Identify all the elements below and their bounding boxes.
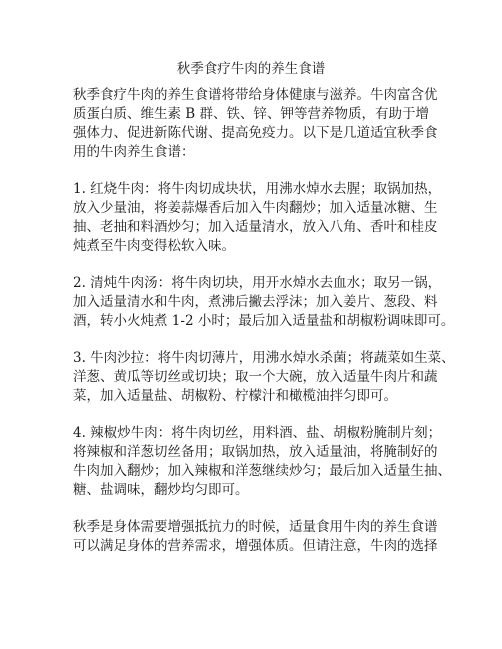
paragraph-line: 菜，加入适量盐、胡椒粉、柠檬汁和橄榄油拌匀即可。 [73,388,397,404]
paragraph-line: 3. 牛肉沙拉：将牛肉切薄片，用沸水焯水杀菌；将蔬菜如生菜、 [73,350,455,366]
paragraph-line: 质蛋白质、维生素 B 群、铁、锌、钾等营养物质，有助于增 [73,106,430,122]
paragraph-line: 炖煮至牛肉变得松软入味。 [73,238,235,254]
paragraph-line: 牛肉加入翻炒；加入辣椒和洋葱继续炒匀；最后加入适量生抽、 [73,463,451,479]
recipe-paragraph-2 [73,274,455,331]
recipe-paragraph-1 [73,180,445,256]
paragraph-line: 1. 红烧牛肉：将牛肉切成块状，用沸水焯水去腥；取锅加热， [73,181,442,197]
paragraph-line: 加入适量清水和牛肉，煮沸后撇去浮沫；加入姜片、葱段、料 [73,294,438,310]
paragraph-line: 用的牛肉养生食谱： [73,144,195,160]
document-body [73,86,455,574]
paragraph-line: 酒，转小火炖煮 1-2 小时；最后加入适量盐和胡椒粉调味即可。 [73,313,455,329]
recipe-paragraph-3 [73,349,455,406]
paragraph-line: 秋季是身体需要增强抵抗力的时候，适量食用牛肉的养生食谱 [73,519,438,535]
document-title: 秋季食疗牛肉的养生食谱 [176,61,326,77]
paragraph-line: 2. 清炖牛肉汤：将牛肉切块，用开水焯水去血水；取另一锅， [73,275,442,291]
paragraph-line: 4. 辣椒炒牛肉：将牛肉切丝，用料酒、盐、胡椒粉腌制片刻； [73,425,442,441]
paragraph-line: 糖、盐调味，翻炒均匀即可。 [73,482,249,498]
paragraph-line: 洋葱、黄瓜等切丝或切块；取一个大碗，放入适量牛肉片和蔬 [73,369,438,385]
recipe-paragraph-4 [73,424,451,500]
paragraph-line: 强体力、促进新陈代谢、提高免疫力。以下是几道适宜秋季食 [73,125,438,141]
closing-paragraph [73,518,445,556]
paragraph-line: 抽、老抽和料酒炒匀；加入适量清水，放入八角、香叶和桂皮 [73,219,438,235]
paragraph-line: 可以满足身体的营养需求，增强体质。但请注意，牛肉的选择 [73,538,438,554]
paragraph-line: 将辣椒和洋葱切丝备用；取锅加热，放入适量油，将腌制好的 [73,444,438,460]
paragraph-line: 秋季食疗牛肉的养生食谱将带给身体健康与滋养。牛肉富含优 [73,87,438,103]
paragraph-line: 放入少量油，将姜蒜爆香后加入牛肉翻炒；加入适量冰糖、生 [73,200,438,216]
intro-paragraph [73,86,445,162]
